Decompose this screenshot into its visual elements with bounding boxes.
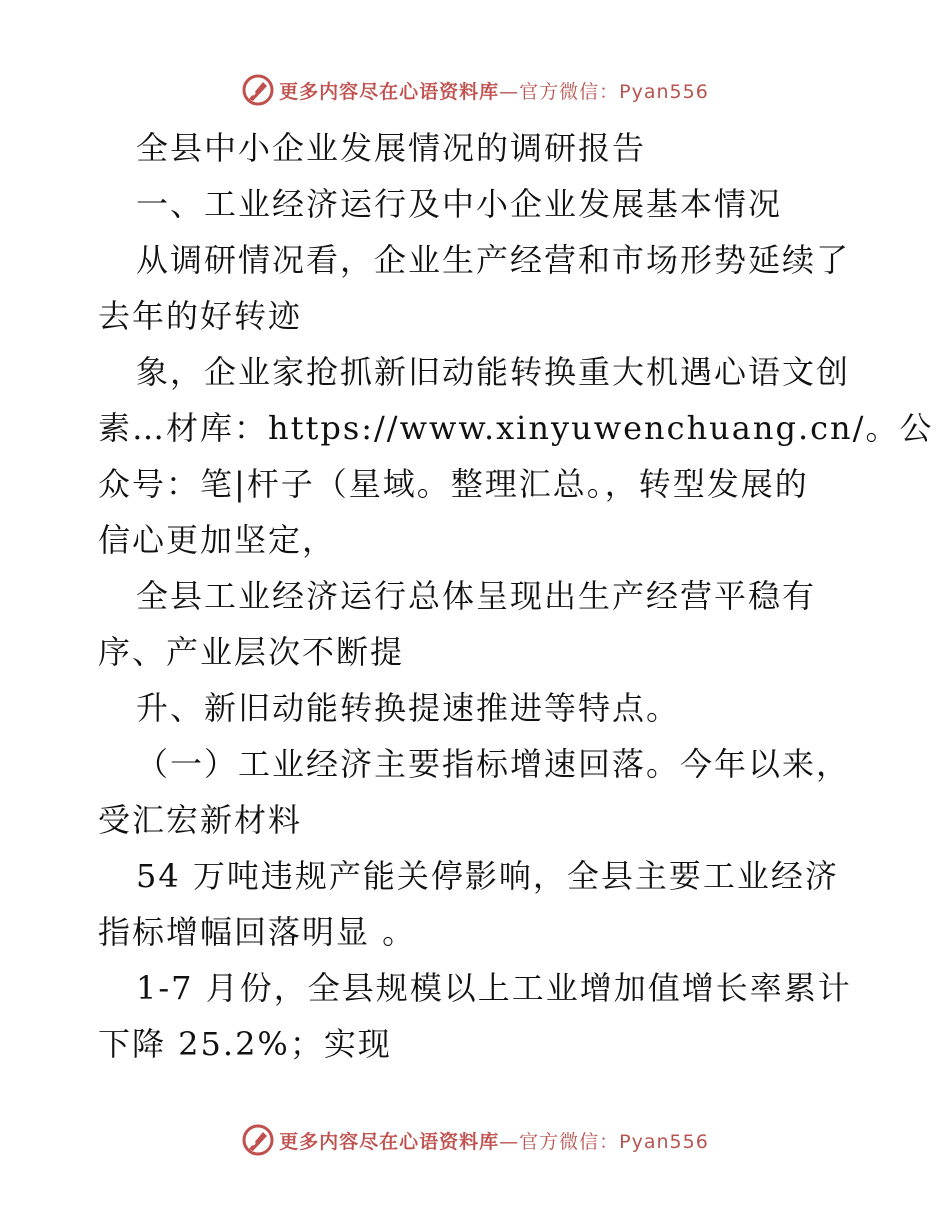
paragraph-line: 1-7 月份，全县规模以上工业增加值增长率累计 bbox=[136, 969, 852, 1007]
pen-logo-icon bbox=[241, 73, 275, 107]
watermark-banner-top bbox=[0, 70, 950, 110]
paragraph-line: 全县工业经济运行总体呈现出生产经营平稳有 bbox=[136, 577, 817, 615]
pen-logo-icon bbox=[241, 1123, 275, 1157]
watermark-official-text: —官方微信：Pyan556 bbox=[499, 1130, 709, 1153]
paragraph-line: 从调研情况看，企业生产经营和市场形势延续了 bbox=[136, 241, 851, 279]
paragraph-line: 序、产业层次不断提 bbox=[98, 633, 405, 671]
paragraph-line: 升、新旧动能转换提速推进等特点。 bbox=[136, 689, 681, 727]
paragraph-line: 信心更加坚定， bbox=[98, 521, 337, 559]
paragraph-line: 受汇宏新材料 bbox=[98, 801, 303, 839]
paragraph-line: 象，企业家抢抓新旧动能转换重大机遇心语文创 bbox=[136, 353, 851, 391]
section-heading-1: 一、工业经济运行及中小企业发展基本情况 bbox=[136, 185, 783, 223]
report-title: 全县中小企业发展情况的调研报告 bbox=[136, 129, 647, 167]
paragraph-line: 54 万吨违规产能关停影响，全县主要工业经济 bbox=[136, 857, 839, 895]
watermark-official-text: —官方微信：Pyan556 bbox=[499, 80, 709, 103]
paragraph-line: 指标增幅回落明显 。 bbox=[98, 913, 417, 951]
paragraph-line: 下降 25.2%；实现 bbox=[98, 1025, 392, 1063]
watermark-main-text: 更多内容尽在心语资料库 bbox=[279, 80, 500, 103]
paragraph-line: 众号：笔|杆子（星域。整理汇总。，转型发展的 bbox=[98, 465, 809, 503]
watermark-banner-bottom bbox=[0, 1120, 950, 1160]
paragraph-line: 去年的好转迹 bbox=[98, 297, 303, 335]
watermark-main-text: 更多内容尽在心语资料库 bbox=[279, 1130, 500, 1153]
subsection-heading: （一）工业经济主要指标增速回落。今年以来， bbox=[136, 745, 851, 783]
paragraph-line: 素…材库：https://www.xinyuwenchuang.cn/。公 bbox=[98, 409, 934, 447]
